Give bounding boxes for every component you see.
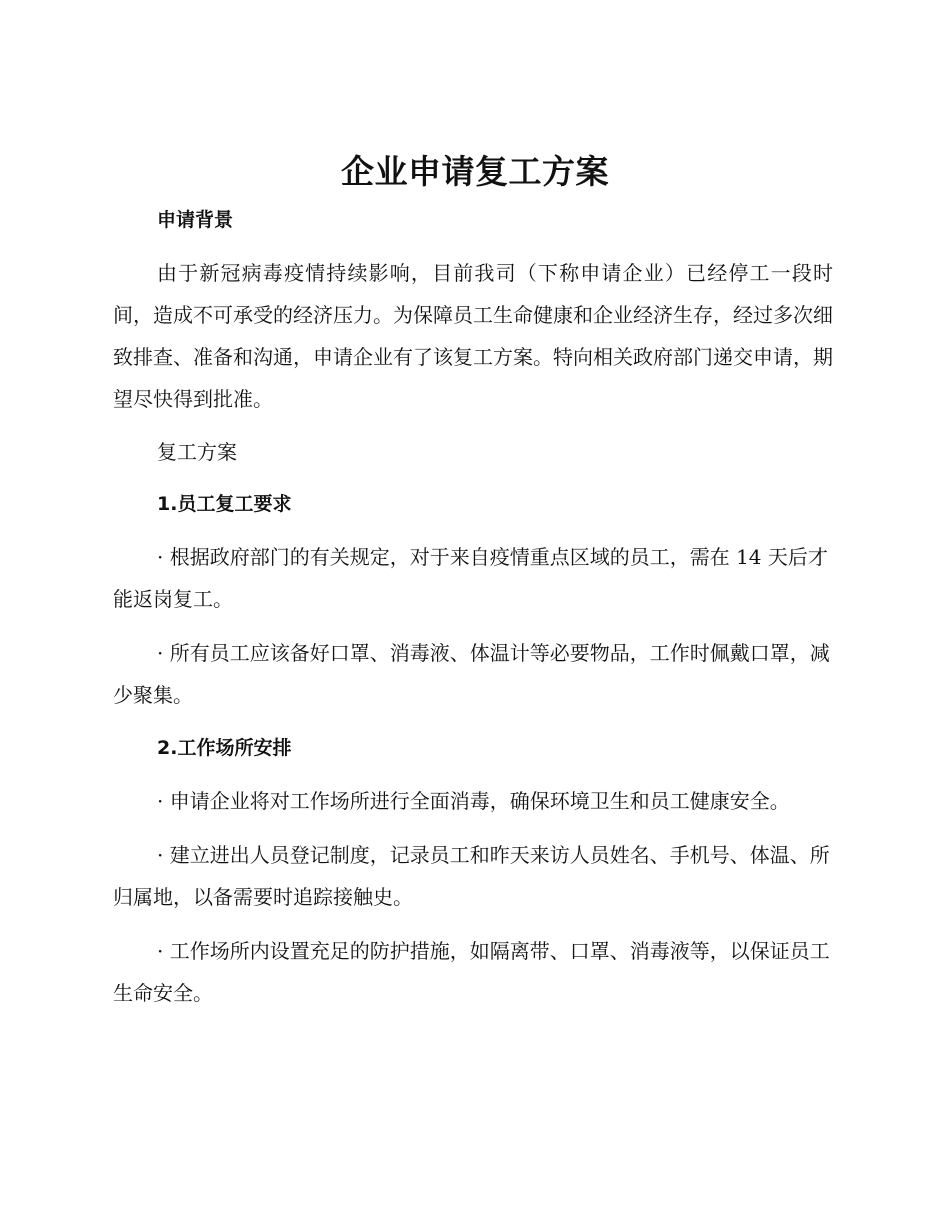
item1-bullet-2: · 所有员工应该备好口罩、消毒液、体温计等必要物品，工作时佩戴口罩，减少聚集。: [113, 641, 830, 707]
item2-bullet-1: · 申请企业将对工作场所进行全面消毒，确保环境卫生和员工健康安全。: [157, 789, 790, 813]
background-paragraph: 由于新冠病毒疫情持续影响，目前我司（下称申请企业）已经停工一段时间，造成不可承受的经济压力。为保障员工生命健康和企业经济生存，经过多次细致排查、准备和沟通，申请企业有了该复工方案。特向相关政府部门递交申请，期望尽快得到批准。: [113, 261, 833, 411]
item1-heading: 1.员工复工要求: [157, 493, 292, 515]
item1-bullet-1: · 根据政府部门的有关规定，对于来自疫情重点区域的员工，需在 14 天后才能返岗复工。: [113, 545, 828, 611]
section-heading-background: 申请背景: [157, 209, 234, 231]
section-heading-plan: 复工方案: [157, 440, 237, 464]
item2-bullet-2: · 建立进出人员登记制度，记录员工和昨天来访人员姓名、手机号、体温、所归属地，以备需要时追踪接触史。: [113, 843, 830, 909]
item2-heading: 2.工作场所安排: [157, 737, 292, 759]
document-body: [113, 200, 833, 1014]
document-title: 企业申请复工方案: [341, 152, 609, 191]
item2-bullet-3: · 工作场所内设置充足的防护措施，如隔离带、口罩、消毒液等，以保证员工生命安全。: [113, 939, 830, 1005]
